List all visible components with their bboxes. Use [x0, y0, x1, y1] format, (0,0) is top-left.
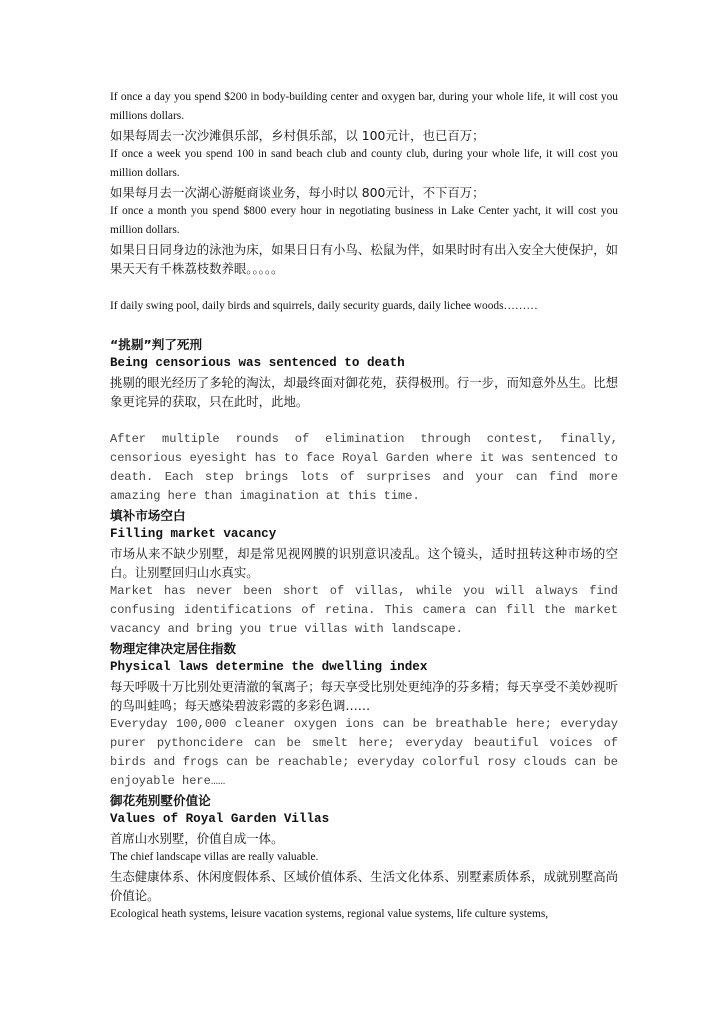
section-4-line-2-zh: 生态健康体系、休闲度假体系、区域价值体系、生活文化体系、别墅素质体系，成就别墅高尚价值论。 [110, 869, 619, 903]
section-3-body-en: Everyday 100,000 cleaner oxygen ions can be breathable here; everyday purer pythoncidere can be smelt here; everyday beautiful voices of birds and frogs can be reachable; everyday colorful rosy clouds can be enjoyable here…… [110, 717, 618, 788]
section-1-body-en: After multiple rounds of elimination through contest, finally, censorious eyesight has to face Royal Garden where it was sentenced to death. Each step brings lots of surprises and your can find more amazing here than imagination at this time. [110, 432, 618, 503]
section-3-title-en: Physical laws determine the dwelling index [110, 660, 428, 674]
section-2-body-en: Market has never been short of villas, while you will always find confusing identifications of retina. This camera can fill the market vacancy and bring you true villas with landscape. [110, 584, 618, 636]
section-4-line-1-en: The chief landscape villas are really valuable. [110, 851, 319, 863]
spacer [110, 316, 618, 335]
intro-paragraph-4-en: If daily swing pool, daily birds and squirrels, daily security guards, daily lichee woods……… [110, 300, 538, 312]
section-4-title-en: Values of Royal Garden Villas [110, 812, 330, 826]
intro-paragraph-2-zh: 如果每月去一次湖心游艇商谈业务，每小时以 800元计，不下百万； [110, 185, 485, 200]
section-4-line-2-en: Ecological heath systems, leisure vacation systems, regional value systems, life culture systems, [110, 908, 549, 920]
intro-paragraph-2-en: If once a week you spend 100 in sand beach club and county club, during your whole life, it will cost you million dollars. [110, 148, 618, 179]
section-4-line-1-zh: 首席山水别墅，价值自成一体。 [110, 831, 284, 846]
section-1-body-zh: 挑剔的眼光经历了多轮的淘汰，却最终面对御花苑，获得极刑。行一步，而知意外丛生。比想象更诧异的获取，只在此时，此地。 [110, 375, 619, 409]
section-3-body-zh: 每天呼吸十万比别处更清澈的氧离子；每天享受比别处更纯净的芬多精；每天享受不美妙视听的鸟叫蛙鸣；每天感染碧波彩霞的多彩色调…… [110, 679, 619, 713]
document-page [110, 88, 618, 924]
section-2-title-zh: 填补市场空白 [110, 508, 186, 523]
section-1-title-zh: “挑剔”判了死刑 [110, 337, 203, 352]
section-1-title-en: Being censorious was sentenced to death [110, 356, 405, 370]
section-2-title-en: Filling market vacancy [110, 527, 277, 541]
section-3-title-zh: 物理定律决定居住指数 [110, 641, 236, 656]
spacer [110, 411, 618, 430]
spacer [110, 278, 618, 297]
intro-paragraph-1-en: If once a day you spend $200 in body-building center and oxygen bar, during your whole life, it will cost you millions dollars. [110, 91, 618, 122]
section-4-title-zh: 御花苑别墅价值论 [110, 793, 211, 808]
intro-paragraph-3-zh: 如果日日同身边的泳池为床，如果日日有小鸟、松鼠为伴，如果时时有出入安全大使保护，如果天天有千株荔枝数养眼。。。。。 [110, 242, 619, 276]
intro-paragraph-3-en: If once a month you spend $800 every hour in negotiating business in Lake Center yacht, it will cost you million dollars. [110, 205, 618, 236]
intro-paragraph-1-zh: 如果每周去一次沙滩俱乐部，乡村俱乐部，以 100元计，也已百万； [110, 128, 485, 143]
section-2-body-zh: 市场从来不缺少别墅，却是常见视网膜的识别意识凌乱。这个镜头，适时扭转这种市场的空白。让别墅回归山水真实。 [110, 546, 618, 580]
